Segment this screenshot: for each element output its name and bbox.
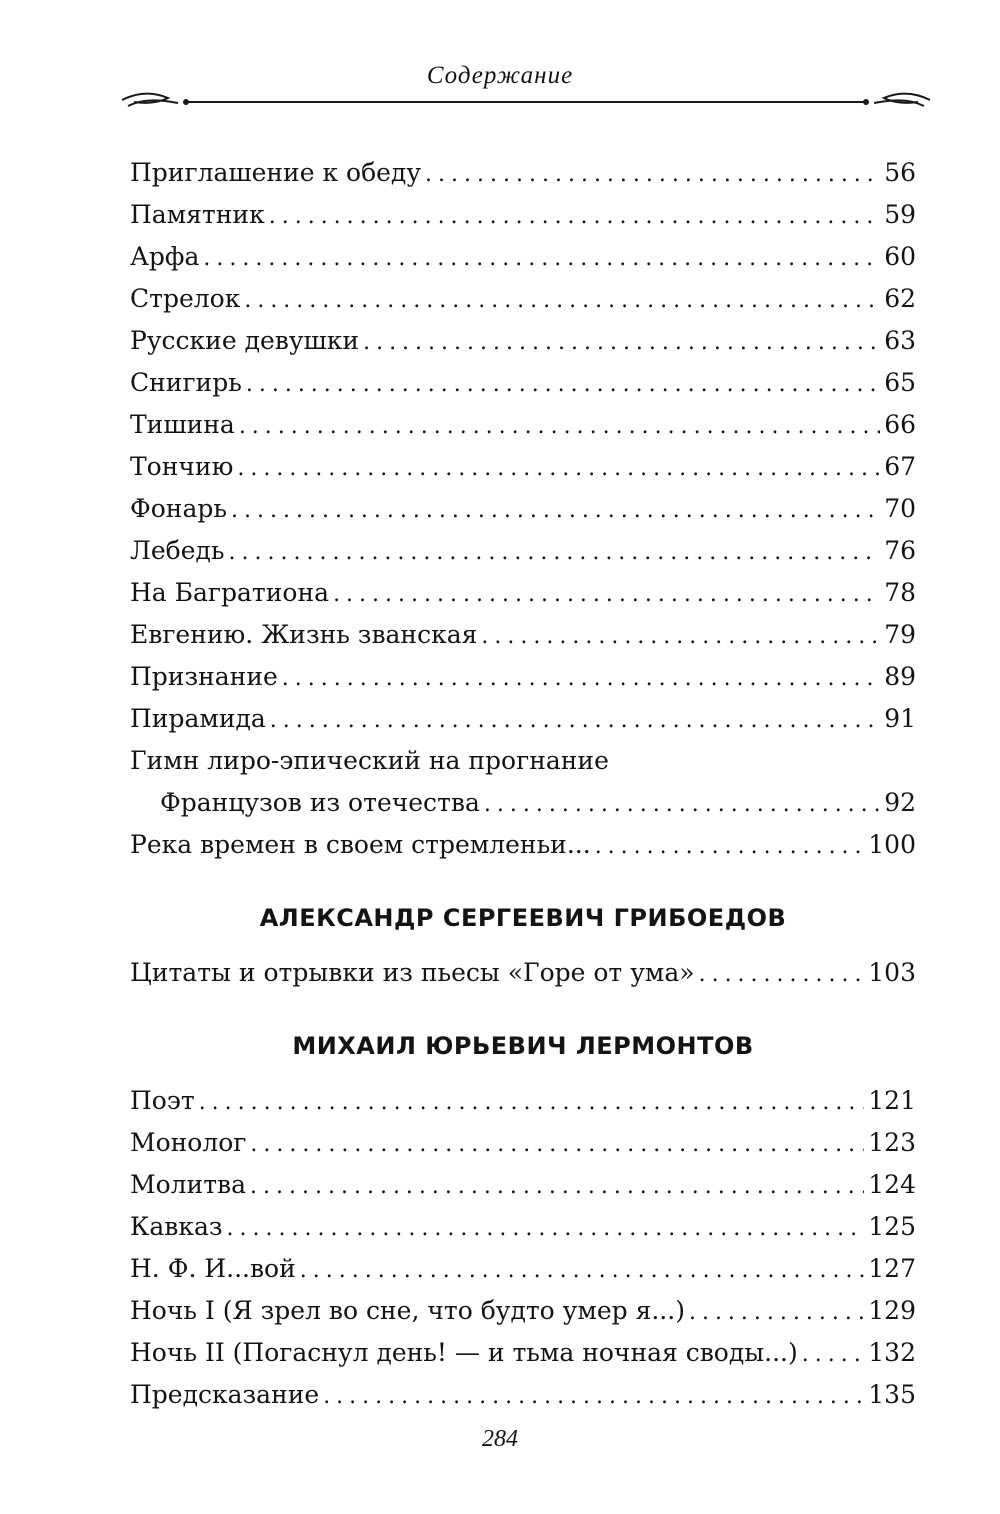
toc-entry[interactable] bbox=[130, 656, 916, 698]
toc-entry-page: 59 bbox=[884, 200, 916, 229]
toc-entry-title-line1[interactable]: Гимн лиро-эпический на прогнание bbox=[130, 746, 609, 775]
toc-entry-page: 92 bbox=[884, 788, 916, 817]
toc-entry-page: 129 bbox=[868, 1296, 916, 1325]
dot-leader bbox=[484, 784, 880, 826]
toc-entry-page: 70 bbox=[884, 494, 916, 523]
toc-entry-title: Приглашение к обеду bbox=[130, 158, 422, 187]
dot-leader bbox=[227, 1208, 865, 1250]
dot-leader bbox=[270, 700, 880, 742]
toc-entry-page: 62 bbox=[884, 284, 916, 313]
toc-entry[interactable] bbox=[130, 320, 916, 362]
toc-entry-page: 76 bbox=[884, 536, 916, 565]
toc-entry-page: 66 bbox=[884, 410, 916, 439]
toc-entry-title: Пирамида bbox=[130, 704, 266, 733]
toc-entry[interactable] bbox=[130, 404, 916, 446]
toc-entry-page: 91 bbox=[884, 704, 916, 733]
dot-leader bbox=[250, 1166, 864, 1208]
toc-entry-title: Русские девушки bbox=[130, 326, 360, 355]
toc-entry[interactable] bbox=[130, 1332, 916, 1374]
toc-entry-page: 123 bbox=[868, 1128, 916, 1157]
dot-leader bbox=[481, 616, 880, 658]
toc-entry[interactable] bbox=[130, 236, 916, 278]
table-of-contents bbox=[130, 152, 916, 1416]
toc-entry-title: Предсказание bbox=[130, 1380, 320, 1409]
dot-leader bbox=[244, 280, 880, 322]
toc-entry-title: Монолог bbox=[130, 1128, 247, 1157]
dot-leader bbox=[425, 154, 880, 196]
author-heading-lermontov: МИХАИЛ ЮРЬЕВИЧ ЛЕРМОНТОВ bbox=[292, 1032, 754, 1060]
toc-entry-title: На Багратиона bbox=[130, 578, 330, 607]
dot-leader bbox=[229, 532, 881, 574]
dot-leader bbox=[699, 954, 865, 996]
toc-entry[interactable] bbox=[130, 1248, 916, 1290]
toc-entry-title: Н. Ф. И...вой bbox=[130, 1254, 296, 1283]
toc-entry-title: Тончию bbox=[130, 452, 234, 481]
toc-entry[interactable] bbox=[130, 488, 916, 530]
ornamental-header-rule bbox=[120, 86, 932, 116]
dot-leader bbox=[231, 490, 880, 532]
toc-entry-title-line2: Французов из отечества bbox=[160, 788, 480, 817]
dot-leader bbox=[199, 1082, 865, 1124]
toc-entry[interactable] bbox=[130, 782, 916, 824]
running-title: Содержание bbox=[426, 62, 574, 89]
toc-entry-page: 89 bbox=[884, 662, 916, 691]
toc-entry[interactable] bbox=[130, 1374, 916, 1416]
dot-leader bbox=[363, 322, 880, 364]
toc-entry-page: 78 bbox=[884, 578, 916, 607]
dot-leader bbox=[239, 406, 880, 448]
toc-entry-title: Цитаты и отрывки из пьесы «Горе от ума» bbox=[130, 958, 695, 987]
toc-entry-title: Евгению. Жизнь званская bbox=[130, 620, 478, 649]
dot-leader bbox=[689, 1292, 864, 1334]
toc-entry[interactable] bbox=[130, 1122, 916, 1164]
toc-entry[interactable] bbox=[130, 698, 916, 740]
toc-entry[interactable] bbox=[130, 530, 916, 572]
toc-entry-page: 56 bbox=[884, 158, 916, 187]
toc-entry[interactable] bbox=[130, 614, 916, 656]
toc-entry-title: Арфа bbox=[130, 242, 200, 271]
dot-leader bbox=[595, 826, 865, 868]
toc-entry[interactable] bbox=[130, 362, 916, 404]
toc-entry-page: 135 bbox=[868, 1380, 916, 1409]
toc-entry[interactable] bbox=[130, 278, 916, 320]
toc-entry-title: Поэт bbox=[130, 1086, 195, 1115]
toc-entry[interactable] bbox=[130, 446, 916, 488]
toc-entry-page: 63 bbox=[884, 326, 916, 355]
toc-entry[interactable] bbox=[130, 572, 916, 614]
toc-entry-page: 100 bbox=[868, 830, 916, 859]
dot-leader bbox=[203, 238, 880, 280]
toc-entry-page: 127 bbox=[868, 1254, 916, 1283]
toc-entry[interactable] bbox=[130, 194, 916, 236]
toc-entry-title: Лебедь bbox=[130, 536, 225, 565]
toc-entry[interactable] bbox=[130, 1290, 916, 1332]
toc-entry-title: Стрелок bbox=[130, 284, 241, 313]
toc-entry[interactable] bbox=[130, 1164, 916, 1206]
toc-entry-page: 125 bbox=[868, 1212, 916, 1241]
dot-leader bbox=[333, 574, 880, 616]
toc-entry-page: 60 bbox=[884, 242, 916, 271]
dot-leader bbox=[237, 448, 880, 490]
dot-leader bbox=[250, 1124, 864, 1166]
toc-entry-page: 65 bbox=[884, 368, 916, 397]
toc-entry-page: 79 bbox=[884, 620, 916, 649]
toc-entry-title: Ночь II (Погаснул день! — и тьма ночная своды...) bbox=[130, 1338, 798, 1367]
toc-entry[interactable] bbox=[130, 1080, 916, 1122]
dot-leader bbox=[802, 1334, 865, 1376]
toc-entry-title: Признание bbox=[130, 662, 278, 691]
page-number: 284 bbox=[482, 1426, 518, 1452]
toc-entry[interactable] bbox=[130, 952, 916, 994]
toc-entry-title: Памятник bbox=[130, 200, 265, 229]
dot-leader bbox=[282, 658, 880, 700]
toc-entry-title: Молитва bbox=[130, 1170, 247, 1199]
toc-entry-title: Тишина bbox=[130, 410, 235, 439]
toc-entry-page: 103 bbox=[868, 958, 916, 987]
toc-entry-page: 132 bbox=[868, 1338, 916, 1367]
toc-entry-title: Фонарь bbox=[130, 494, 227, 523]
dot-leader bbox=[246, 364, 880, 406]
toc-entry-page: 67 bbox=[884, 452, 916, 481]
dot-leader bbox=[323, 1376, 864, 1418]
toc-entry-title: Ночь I (Я зрел во сне, что будто умер я...) bbox=[130, 1296, 685, 1325]
dot-leader bbox=[300, 1250, 865, 1292]
toc-entry-page: 124 bbox=[868, 1170, 916, 1199]
toc-entry-title: Снигирь bbox=[130, 368, 242, 397]
toc-entry-title: Кавказ bbox=[130, 1212, 223, 1241]
toc-entry[interactable] bbox=[130, 152, 916, 194]
toc-entry[interactable] bbox=[130, 1206, 916, 1248]
author-heading-griboedov: АЛЕКСАНДР СЕРГЕЕВИЧ ГРИБОЕДОВ bbox=[259, 904, 787, 932]
dot-leader bbox=[269, 196, 880, 238]
toc-entry-title: Река времен в своем стремленьи... bbox=[130, 830, 591, 859]
toc-entry[interactable] bbox=[130, 824, 916, 866]
toc-entry-page: 121 bbox=[868, 1086, 916, 1115]
